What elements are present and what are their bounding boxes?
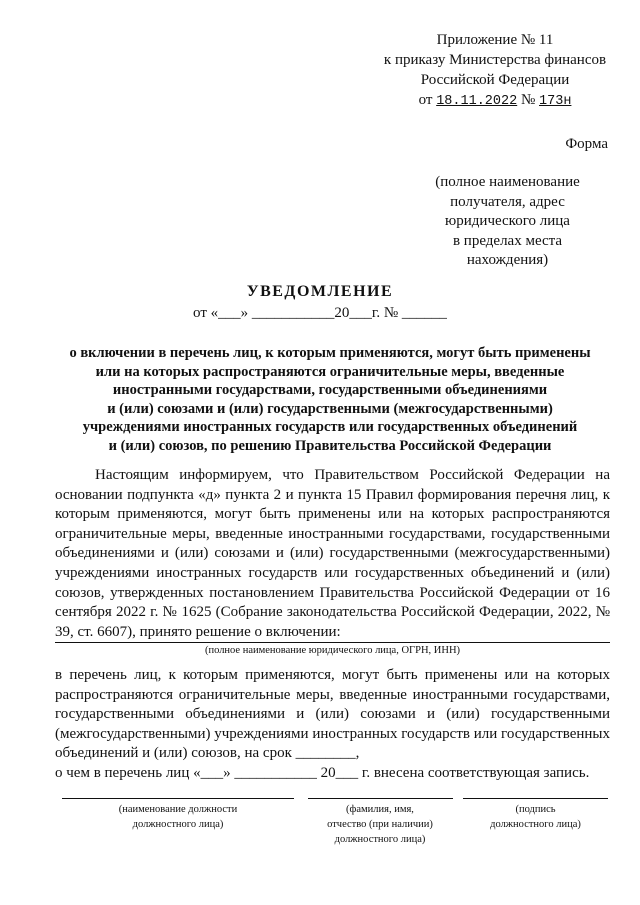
- subject-line-5: учреждениями иностранных государств или государственных объединений: [82, 419, 578, 435]
- signature-caption: [463, 802, 608, 832]
- appendix-header: [380, 30, 610, 112]
- name-caption-line-1: (фамилия, имя,: [346, 804, 414, 815]
- continuation-paragraph: [55, 666, 610, 764]
- notice-date-line: от «___» ___________20___г. № ______: [193, 305, 447, 321]
- signature-caption-line-2: должностного лица): [490, 819, 581, 830]
- recipient-line-1: (полное наименование: [435, 174, 580, 190]
- name-fill-line: [308, 798, 453, 799]
- body-paragraph: Настоящим информируем, что Правительством Российской Федерации на основании подпункта «д» пункта 2 и пункта 15 Правил формирования перечня лиц, к которым применяются, могут быть применены или на которых распространяются ограничительные меры, введенные иностранными государствами, государственными объединениями и (или) союзами и (или) государственными (межгосударственными) учреждениями иностранных государств или государственных объединений и (или) союзов, утвержденных постановлением Правительства Российской Федерации от 16 сентября 2022 г. № 1625 (Собрание законодательства Российской Федерации, 2022, № 39, ст. 6607), принято решение о включении:: [55, 467, 610, 640]
- subject-line-6: и (или) союзов, по решению Правительства Российской Федерации: [108, 437, 552, 454]
- appendix-order-ref: к приказу Министерства финансов: [383, 52, 607, 68]
- subject-line-3: иностранными государствами, государственными объединениями: [112, 382, 548, 398]
- recipient-line-5: нахождения): [466, 252, 549, 268]
- signature-caption-line-1: (подпись: [515, 804, 556, 815]
- recipient-block: [420, 173, 595, 271]
- order-number-prefix: №: [520, 92, 536, 108]
- recipient-line-2: получателя, адрес: [450, 193, 565, 210]
- position-caption-line-1: (наименование должности: [118, 804, 238, 815]
- continuation-last-line: о чем в перечень лиц «___» ___________ 20___ г. внесена соответствующая запись.: [55, 765, 590, 781]
- name-caption-line-3: должностного лица): [334, 834, 426, 845]
- recipient-line-4: в пределах места: [452, 232, 563, 249]
- position-caption-line-2: должностного лица): [132, 819, 224, 830]
- notice-subject: [48, 344, 612, 455]
- name-caption: [300, 802, 460, 847]
- subject-line-2: или на которых распространяются ограничительные меры, введенные: [95, 363, 565, 380]
- signature-fill-line: [463, 798, 608, 799]
- order-date: 18.11.2022: [436, 94, 518, 109]
- appendix-number: Приложение № 11: [436, 32, 554, 48]
- continuation-text: в перечень лиц, к которым применяются, могут быть применены или на которых распространяются ограничительные меры, введенные иностранными государствами, государственными объединениями и (или) союзами и (или) государственными (межгосударственными) учреждениями иностранных государств или государственных объединений и (или) союзов, на срок ________,: [55, 667, 610, 762]
- appendix-ministry: Российской Федерации: [420, 72, 570, 88]
- entity-caption: (полное наименование юридического лица, ОГРН, ИНН): [204, 645, 461, 656]
- recipient-line-3: юридического лица: [445, 213, 570, 229]
- appendix-order-line: [380, 90, 610, 112]
- position-caption: [62, 802, 294, 832]
- order-number: 173н: [539, 94, 572, 109]
- subject-line-4: и (или) союзами и (или) государственными (межгосударственными): [107, 400, 553, 417]
- name-caption-line-2: отчество (при наличии): [327, 819, 433, 830]
- order-date-prefix: от: [418, 92, 433, 108]
- document-title: УВЕДОМЛЕНИЕ: [246, 283, 394, 300]
- form-label: Форма: [565, 136, 608, 152]
- position-fill-line: [62, 798, 294, 799]
- subject-line-1: о включении в перечень лиц, к которым применяются, могут быть применены: [69, 345, 591, 361]
